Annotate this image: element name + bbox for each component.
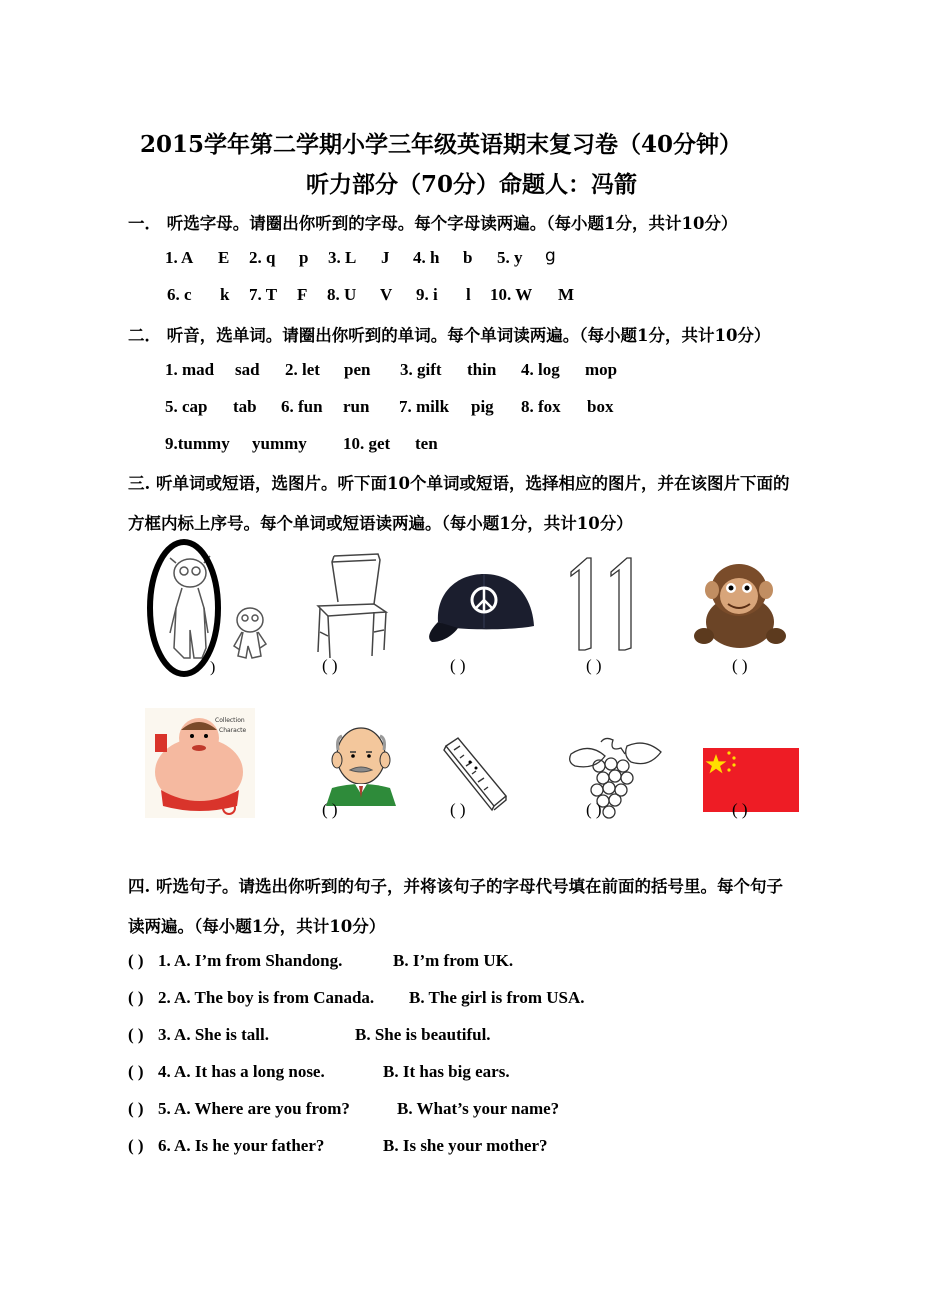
word-option[interactable]: 3. gift [400,360,442,379]
option-b: B. She is beautiful. [355,1025,491,1044]
letter-option[interactable]: p [299,248,309,267]
section3-heading-line2: 方框内标上序号。每个单词或短语读两遍。（每小题1分，共计10分） [128,514,633,533]
svg-text:): ) [210,659,216,676]
answer-paren[interactable]: ( ) [128,1062,144,1081]
word-option[interactable]: tab [233,397,257,416]
tall-and-short-figures-picture [140,538,275,683]
letter-option[interactable]: 2. q [249,248,276,267]
option-b: B. The girl is from USA. [409,988,585,1007]
option-a: 5. A. Where are you from? [158,1099,350,1118]
fat-man-picture [145,708,255,818]
word-option[interactable]: 7. milk [399,397,450,416]
letter-option[interactable]: 4. h [413,248,440,267]
letter-option[interactable]: 8. U [327,285,357,304]
china-flag-picture [703,748,799,812]
letter-option[interactable]: J [381,248,390,267]
word-option[interactable]: box [587,397,614,416]
answer-paren[interactable]: ( ) [128,1136,144,1155]
option-a: 6. A. Is he your father? [158,1136,325,1155]
letter-option[interactable]: V [380,285,393,304]
letter-option[interactable]: M [558,285,575,304]
section3-heading-line1: 三. 听单词或短语，选图片。听下面10个单词或短语，选择相应的图片，并在该图片下面的 [128,474,790,493]
answer-box[interactable]: ( ) [450,656,466,675]
word-option[interactable]: 9.tummy [165,434,230,453]
letter-option[interactable]: 7. T [249,285,278,304]
word-option[interactable]: mop [585,360,618,379]
answer-paren[interactable]: ( ) [128,1099,144,1118]
section4-heading-line2: 读两遍。（每小题1分，共计10分） [128,917,386,936]
option-a: 1. A. I’m from Shandong. [158,951,343,970]
word-option[interactable]: 6. fun [281,397,323,416]
word-option[interactable]: 5. cap [165,397,208,416]
word-option[interactable]: yummy [252,434,307,453]
option-b: B. Is she your mother? [383,1136,548,1155]
section4-heading-line1: 四. 听选句子。请选出你听到的句子，并将该句子的字母代号填在前面的括号里。每个句子 [128,877,783,896]
page-title: 2015学年第二学期小学三年级英语期末复习卷（40分钟） [140,131,743,158]
answer-box[interactable]: ( ) [732,800,748,819]
word-option[interactable]: 4. log [521,360,560,379]
letter-option[interactable]: b [463,248,473,267]
word-option[interactable]: pen [344,360,371,379]
letter-option[interactable]: F [297,285,308,304]
letter-option[interactable]: 9. i [416,285,438,304]
answer-box[interactable]: ( ) [322,800,338,819]
letter-option[interactable]: 3. L [328,248,357,267]
answer-paren[interactable]: ( ) [128,951,144,970]
letter-option[interactable]: 5. y [497,248,523,267]
eleven-picture [567,556,647,656]
grapes-picture [565,734,665,820]
letter-option[interactable]: k [220,285,230,304]
word-option[interactable]: 2. let [285,360,320,379]
svg-text:Characte: Characte [219,727,247,734]
letter-option[interactable]: 6. c [167,285,192,304]
letter-option[interactable]: E [218,248,230,267]
chair-picture [312,552,392,660]
answer-paren[interactable]: ( ) [128,988,144,1007]
word-option[interactable]: sad [235,360,260,379]
answer-box[interactable]: ( ) [450,800,466,819]
grandpa-picture [322,724,400,806]
option-a: 2. A. The boy is from Canada. [158,988,375,1007]
option-a: 3. A. She is tall. [158,1025,269,1044]
answer-paren[interactable]: ( ) [128,1025,144,1044]
section2-heading: 二． 听音，选单词。请圈出你听到的单词。每个单词读两遍。（每小题1分，共计10分） [128,326,771,345]
word-option[interactable]: 10. get [343,434,391,453]
monkey-picture [690,556,788,652]
letter-option[interactable]: l [466,285,471,304]
word-option[interactable]: pig [471,397,494,416]
letter-option[interactable]: 10. W [490,285,533,304]
answer-box[interactable]: ( ) [322,656,338,675]
option-b: B. It has big ears. [383,1062,510,1081]
answer-box[interactable]: ( ) [732,656,748,675]
page-subtitle: 听力部分（70分）命题人：冯箭 [306,171,638,198]
answer-box[interactable]: ( ) [586,656,602,675]
word-option[interactable]: 1. mad [165,360,215,379]
section1-heading: 一． 听选字母。请圈出你听到的字母。每个字母读两遍。（每小题1分，共计10分） [128,214,738,233]
letter-option[interactable]: 1. A [165,248,194,267]
word-option[interactable]: thin [467,360,497,379]
svg-text:Collection: Collection [215,717,245,724]
cap-picture [424,568,538,646]
word-option[interactable]: 8. fox [521,397,561,416]
word-option[interactable]: ten [415,434,438,453]
option-a: 4. A. It has a long nose. [158,1062,325,1081]
option-b: B. I’m from UK. [393,951,514,970]
letter-option[interactable]: g [545,246,556,266]
word-option[interactable]: run [343,397,370,416]
option-b: B. What’s your name? [397,1099,560,1118]
answer-box[interactable]: ( ) [586,800,602,819]
